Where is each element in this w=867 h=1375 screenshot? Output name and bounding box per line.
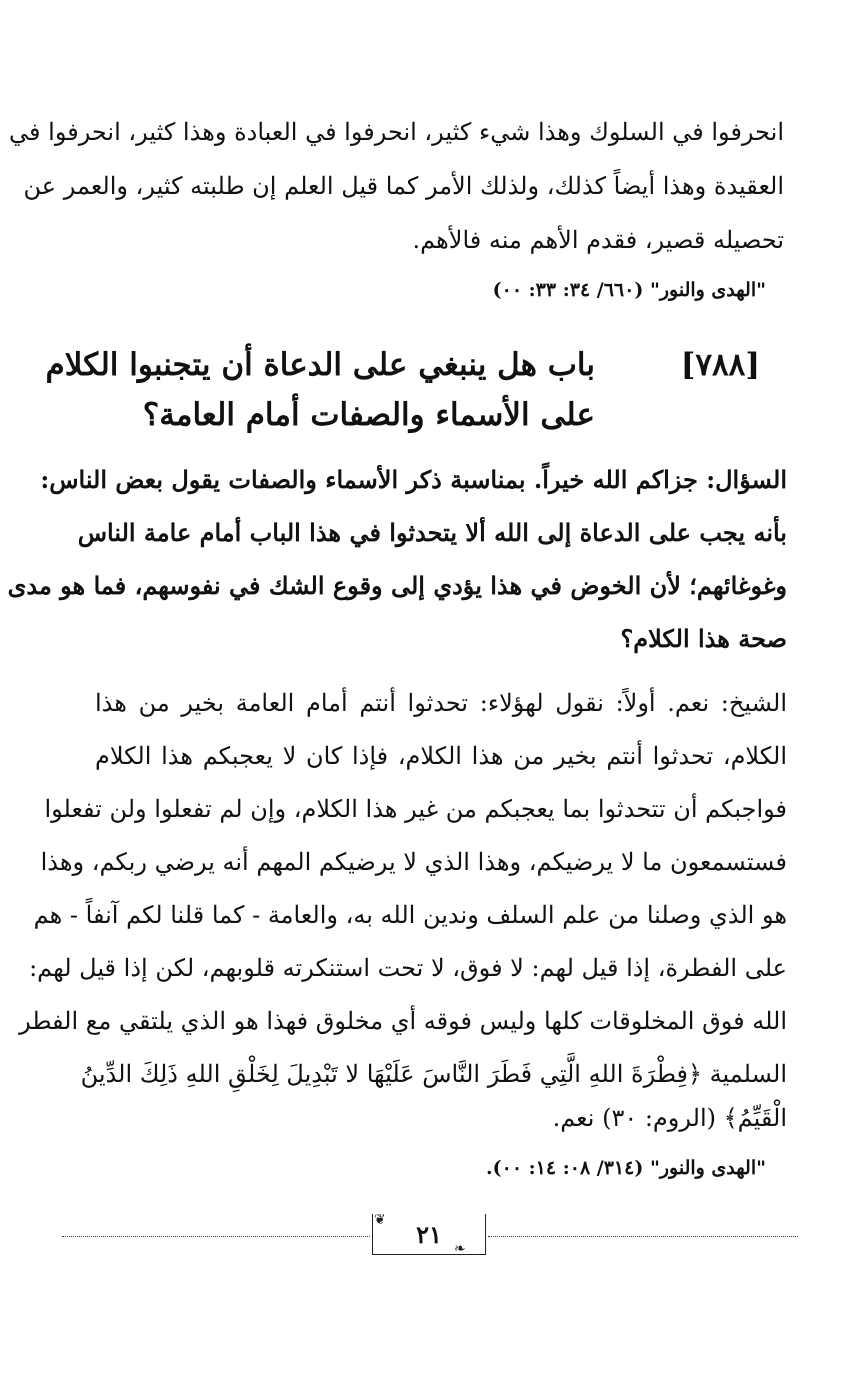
answer-line-5: هو الذي وصلنا من علم السلف وندين الله به، والعامة - كما قلنا لكم آنفاً - هم [33,901,787,929]
answer-line-8-quran: السلمية ﴿فِطْرَةَ اللهِ الَّتِي فَطَرَ النَّاسَ عَلَيْهَا لا تَبْدِيلَ لِخَلْقِ اللهِ ذَلِكَ الدِّينُ [80,1060,787,1088]
answer-line-2: الكلام، تحدثوا أنتم بخير من هذا الكلام، فإذا كان لا يعجبكم هذا الكلام [95,742,787,770]
chapter-title-line-2: على الأسماء والصفات أمام العامة؟ [142,397,595,433]
answer-line-4: فستسمعون ما لا يرضيكم، وهذا الذي لا يرضيكم المهم أنه يرضي ربكم، وهذا [40,848,787,876]
answer-line-7: الله فوق المخلوقات كلها وليس فوقه أي مخلوق فهذا هو الذي يلتقي مع الفطر [19,1007,787,1035]
paragraph-1-line-3: تحصيله قصير، فقدم الأهم منه فالأهم. [412,226,784,254]
answer-line-1: الشيخ: نعم. أولاً: نقول لهؤلاء: تحدثوا أنتم أمام العامة بخير من هذا [95,689,787,717]
page-number: ٢١ [372,1214,486,1255]
footer-rule-left [62,1236,370,1237]
ornament-icon: ❦ [374,1212,386,1228]
question-line-3: وغوغائهم؛ لأن الخوض في هذا يؤدي إلى وقوع الشك في نفوسهم، فما هو مدى [7,571,787,600]
answer-line-3: فواجبكم أن تتحدثوا بما يعجبكم من غير هذا الكلام، وإن لم تفعلوا ولن تفعلوا [44,795,787,823]
paragraph-1-line-2: العقيدة وهذا أيضاً كذلك، ولذلك الأمر كما قيل العلم إن طلبته كثير، والعمر عن [23,172,784,200]
paragraph-1-line-1: انحرفوا في السلوك وهذا شيء كثير، انحرفوا في العبادة وهذا كثير، انحرفوا في [9,118,784,146]
question-line-1: السؤال: جزاكم الله خيراً. بمناسبة ذكر الأسماء والصفات يقول بعض الناس: [40,465,787,494]
chapter-number: [٧٨٨] [680,347,760,383]
answer-line-9: الْقَيِّمُ﴾ (الروم: ٣٠) نعم. [552,1104,787,1132]
answer-line-6: على الفطرة، إذا قيل لهم: لا فوق، لا تحت استنكرته قلوبهم، لكن إذا قيل لهم: [29,954,787,982]
question-line-2: بأنه يجب على الدعاة إلى الله ألا يتحدثوا في هذا الباب أمام عامة الناس [77,518,787,547]
chapter-title-line-1: باب هل ينبغي على الدعاة أن يتجنبوا الكلام [45,347,595,383]
question-line-4: صحة هذا الكلام؟ [620,624,787,653]
source-reference: "الهدى والنور" (٦٦٠/ ٣٤: ٣٣: ٠٠) [492,279,766,301]
footer-rule-right [488,1236,798,1237]
source-reference-2: "الهدى والنور" (٣١٤/ ٠٨: ١٤: ٠٠). [486,1157,766,1179]
ornament-icon: ❧ [454,1241,466,1257]
